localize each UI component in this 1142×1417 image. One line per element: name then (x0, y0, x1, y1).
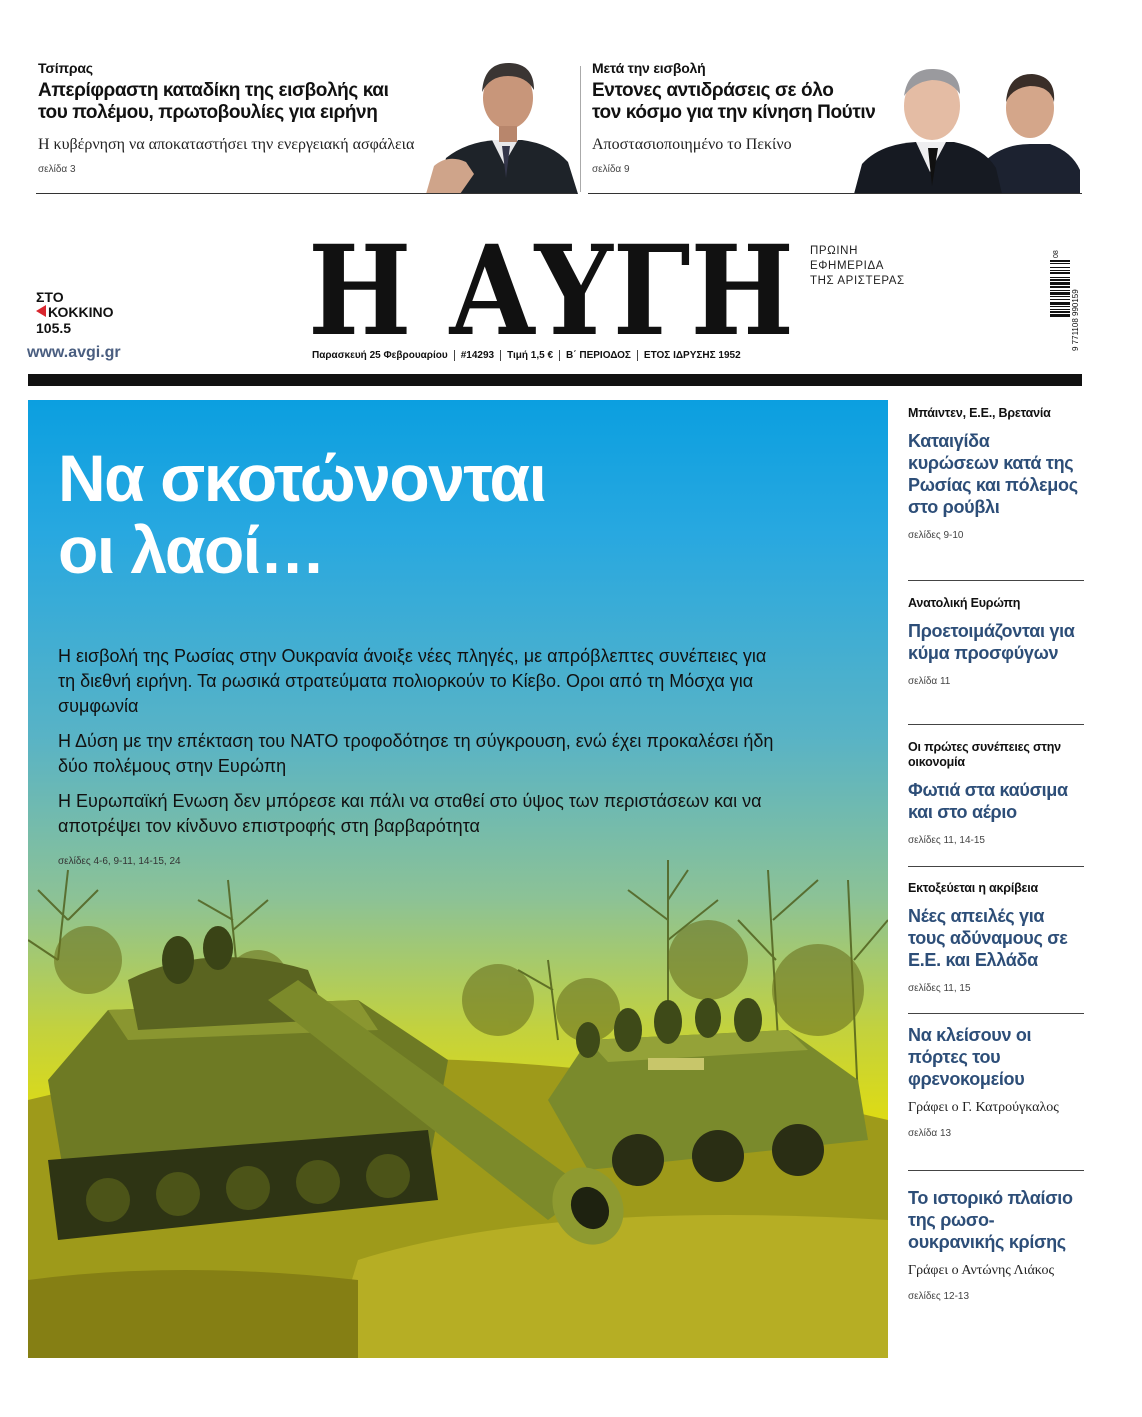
radio-logo-line: ΚΟΚΚΙΝΟ (48, 304, 114, 320)
barcode-bar (1050, 311, 1070, 313)
story-headline: Νέες απειλές για τους αδύναμους σε Ε.Ε. και Ελλάδα (908, 906, 1068, 970)
feature-headline-line: Να σκοτώνονται (58, 441, 546, 515)
story-headline: Να κλείσουν οι πόρτες του φρενοκομείου (908, 1025, 1032, 1089)
teaser-rule-right (588, 193, 1082, 194)
barcode-bar (1050, 272, 1070, 274)
barcode-bar (1050, 290, 1070, 291)
radio-logo-line: 105.5 (36, 320, 72, 336)
story-page: σελίδα 11 (908, 676, 951, 687)
teaser-tsipras[interactable] (38, 60, 578, 194)
barcode-bar (1050, 296, 1070, 297)
feature-pages: σελίδες 4-6, 9-11, 14-15, 24 (58, 856, 181, 867)
barcode-bar (1050, 292, 1070, 295)
story-headline: Προετοιμάζονται για κύμα προσφύγων (908, 621, 1075, 663)
feature-headline (58, 442, 545, 586)
tagline (810, 244, 905, 289)
barcode-bar (1050, 299, 1070, 300)
main-feature[interactable] (28, 400, 888, 1358)
issue-number: #14293 (454, 350, 500, 361)
feature-summary (58, 644, 778, 884)
feature-paragraph: Η Ευρωπαϊκή Ενωση δεν μπόρεσε και πάλι να σταθεί στο ύψος των περιστάσεων και να αποτρέψει τον κίνδυνο επιστροφής στη βαρβαρότητα (58, 791, 762, 836)
teaser-kicker: Τσίπρας (38, 60, 93, 76)
barcode-bar (1050, 282, 1070, 285)
story-headline: Φωτιά στα καύσιμα και στο αέριο (908, 780, 1068, 822)
story-kicker: Ανατολική Ευρώπη (908, 596, 1021, 610)
sidebar-story[interactable] (908, 1171, 1084, 1361)
politician-photo (426, 54, 578, 194)
story-kicker: Οι πρώτες συνέπειες στην οικονομία (908, 740, 1061, 769)
story-page: σελίδα 13 (908, 1128, 952, 1139)
story-page: σελίδες 11, 14-15 (908, 835, 985, 846)
barcode-bar (1050, 263, 1070, 264)
barcode-bar (1050, 260, 1070, 262)
teaser-kicker: Μετά την εισβολή (592, 60, 706, 76)
story-kicker: Μπάιντεν, Ε.Ε., Βρετανία (908, 406, 1051, 420)
feature-paragraph: Η Δύση με την επέκταση του ΝΑΤΟ τροφοδότησε τη σύγκρουση, ενώ έχει προκαλέσει ήδη δύο πολέμους στην Ευρώπη (58, 731, 774, 776)
feature-paragraph: Η εισβολή της Ρωσίας στην Ουκρανία άνοιξε νέες πληγές, με απρόβλεπτες συνέπειες για τη διεθνή ειρήνη. Τα ρωσικά στρατεύματα πολιορκούν το Κίεβο. Οροι από τη Μόσχα για συμφωνία (58, 646, 767, 716)
sidebar-story[interactable] (908, 400, 1084, 581)
story-page: σελίδες 12-13 (908, 1291, 970, 1302)
tagline-line: ΕΦΗΜΕΡΙΔΑ (810, 260, 885, 272)
teaser-page: σελίδα 3 (38, 164, 76, 175)
teaser-divider (580, 66, 581, 192)
barcode-bar (1050, 302, 1070, 305)
barcode-issue: 08 (1053, 250, 1060, 258)
barcode-bar (1050, 277, 1070, 278)
story-headline: Καταιγίδα κυρώσεων κατά της Ρωσίας και πόλεμος στο ρούβλι (908, 431, 1078, 517)
issue-founded: ΕΤΟΣ ΙΔΡΥΣΗΣ 1952 (637, 350, 747, 361)
teaser-headline-line: Απερίφραστη καταδίκη της εισβολής και (38, 80, 389, 101)
newspaper-title (306, 226, 796, 344)
barcode-bar (1050, 309, 1070, 310)
barcode-bar (1050, 267, 1070, 268)
radio-logo-line: ΣΤΟ (36, 289, 64, 305)
tagline-line: ΠΡΩΙΝΗ (810, 245, 858, 257)
masthead-bar (28, 374, 1082, 386)
teaser-subhead: Η κυβέρνηση να αποκαταστήσει την ενεργειακή ασφάλεια (38, 136, 415, 153)
issue-date: Παρασκευή 25 Φεβρουαρίου (312, 350, 448, 361)
teaser-headline-line: τον κόσμο για την κίνηση Πούτιν (592, 102, 876, 123)
barcode-bar (1050, 270, 1070, 271)
story-page: σελίδες 9-10 (908, 530, 964, 541)
issue-price: Τιμή 1,5 € (500, 350, 559, 361)
story-headline: Το ιστορικό πλαίσιο της ρωσο-ουκρανικής κρίσης (908, 1188, 1073, 1252)
teaser-subhead: Αποστασιοποιημένο το Πεκίνο (592, 136, 792, 153)
newspaper-title-text: Η ΑΥΓΗ (308, 226, 794, 344)
tagline-line: ΤΗΣ ΑΡΙΣΤΕΡΑΣ (810, 275, 905, 287)
play-icon (36, 305, 46, 317)
story-page: σελίδες 11, 15 (908, 983, 971, 994)
sidebar-stories (908, 400, 1084, 1361)
story-author: Γράφει ο Αντώνης Λιάκος (908, 1263, 1055, 1278)
site-url-link[interactable]: www.avgi.gr (27, 344, 121, 361)
barcode (1050, 250, 1080, 352)
sidebar-story[interactable] (908, 581, 1084, 725)
teaser-headline-line: Εντονες αντιδράσεις σε όλο (592, 80, 834, 101)
issue-period: Β΄ ΠΕΡΙΟΔΟΣ (559, 350, 637, 361)
barcode-number: 9 771108 990159 (1071, 289, 1080, 351)
teaser-invasion[interactable] (592, 60, 1084, 194)
barcode-bar (1050, 314, 1070, 317)
sidebar-story[interactable] (908, 725, 1084, 867)
story-author: Γράφει ο Γ. Κατρούγκαλος (908, 1100, 1059, 1115)
barcode-bar (1050, 286, 1070, 288)
feature-headline-line: οι λαοί… (58, 513, 325, 587)
issue-info-row (312, 350, 792, 361)
barcode-bar (1050, 306, 1070, 307)
sidebar-story[interactable] (908, 867, 1084, 1014)
sidebar-story[interactable] (908, 1014, 1084, 1171)
radio-station-logo[interactable] (36, 288, 132, 336)
teaser-headline-line: του πολέμου, πρωτοβουλίες για ειρήνη (38, 102, 378, 123)
teaser-page: σελίδα 9 (592, 164, 630, 175)
teaser-rule-left (36, 193, 576, 194)
leaders-photo (854, 60, 1080, 194)
barcode-bar (1050, 279, 1070, 281)
story-kicker: Εκτοξεύεται η ακρίβεια (908, 881, 1039, 895)
